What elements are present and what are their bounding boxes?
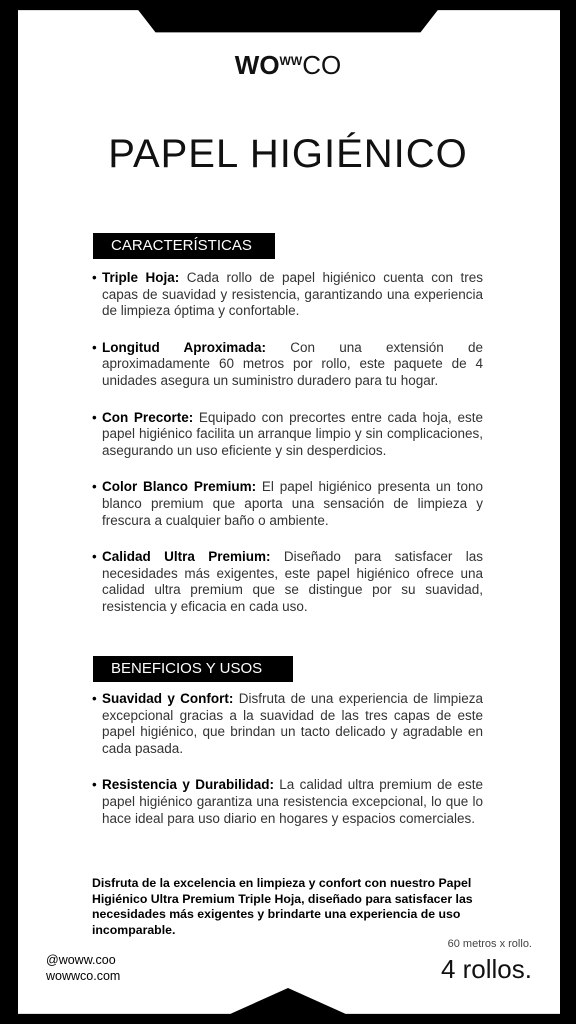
- list-item: • Triple Hoja: Cada rollo de papel higiénico cuenta con tres capas de suavidad y resistencia, garantizando una experiencia de limpieza óptima y confortable.: [92, 270, 483, 319]
- bullet-icon: •: [92, 409, 97, 425]
- list-item: • Color Blanco Premium: El papel higiénico presenta un tono blanco premium que aporta una sensación de limpieza y frescura a cualquier baño o ambiente.: [92, 479, 483, 528]
- bullet-icon: •: [92, 691, 97, 706]
- section-heading-caracteristicas: CARACTERÍSTICAS: [93, 233, 275, 259]
- list-item: • Longitud Aproximada: Con una extensión de aproximadamente 60 metros por rollo, este paquete de 4 unidades asegura un suministro duradero para tu hogar.: [92, 339, 483, 388]
- meters-per-roll: 60 metros x rollo.: [447, 938, 532, 950]
- bullet-icon: •: [92, 339, 97, 355]
- social-handle[interactable]: @woww.coo: [46, 953, 116, 967]
- list-item: • Resistencia y Durabilidad: La calidad ultra premium de este papel higiénico garantiza una resistencia excepcional, lo que lo hace ideal para uso diario en hogares y espacios comerciales.: [92, 777, 483, 826]
- bullet-icon: •: [92, 777, 97, 793]
- social-info: [46, 952, 120, 984]
- roll-count: 4 rollos.: [440, 954, 532, 984]
- list-item: • Con Precorte: Equipado con precortes entre cada hoja, este papel higiénico facilita un arranque limpio y sin complicaciones, asegurando un uso eficiente y sin desperdicios.: [92, 409, 483, 458]
- bullet-icon: •: [92, 479, 97, 495]
- bullet-icon: •: [92, 270, 97, 285]
- page-title: PAPEL HIGIÉNICO: [108, 132, 468, 176]
- closing-paragraph: Disfruta de la excelencia en limpieza y confort con nuestro Papel Higiénico Ultra Premium Triple Hoja, diseñado para satisfacer las necesidades más exigentes y brindarte una experiencia de uso incomparable.: [92, 876, 473, 937]
- caracteristicas-list: [92, 270, 483, 636]
- beneficios-list: [92, 691, 483, 847]
- brand-logo: $WO^{WW}CO$: [234, 50, 342, 80]
- website-link[interactable]: wowwco.com: [46, 969, 121, 983]
- list-item: • Calidad Ultra Premium: Diseñado para satisfacer las necesidades más exigentes, este papel higiénico ofrece una calidad ultra premium que se distingue por su suavidad, resistencia y eficacia en cada uso.: [92, 549, 483, 614]
- bullet-icon: •: [92, 549, 97, 565]
- section-heading-beneficios: BENEFICIOS Y USOS: [93, 656, 293, 682]
- list-item: • Suavidad y Confort: Disfruta de una experiencia de limpieza excepcional gracias a la suavidad de las tres capas de este papel higiénico, que brindan un tacto delicado y agradable en cada pasada.: [92, 691, 483, 756]
